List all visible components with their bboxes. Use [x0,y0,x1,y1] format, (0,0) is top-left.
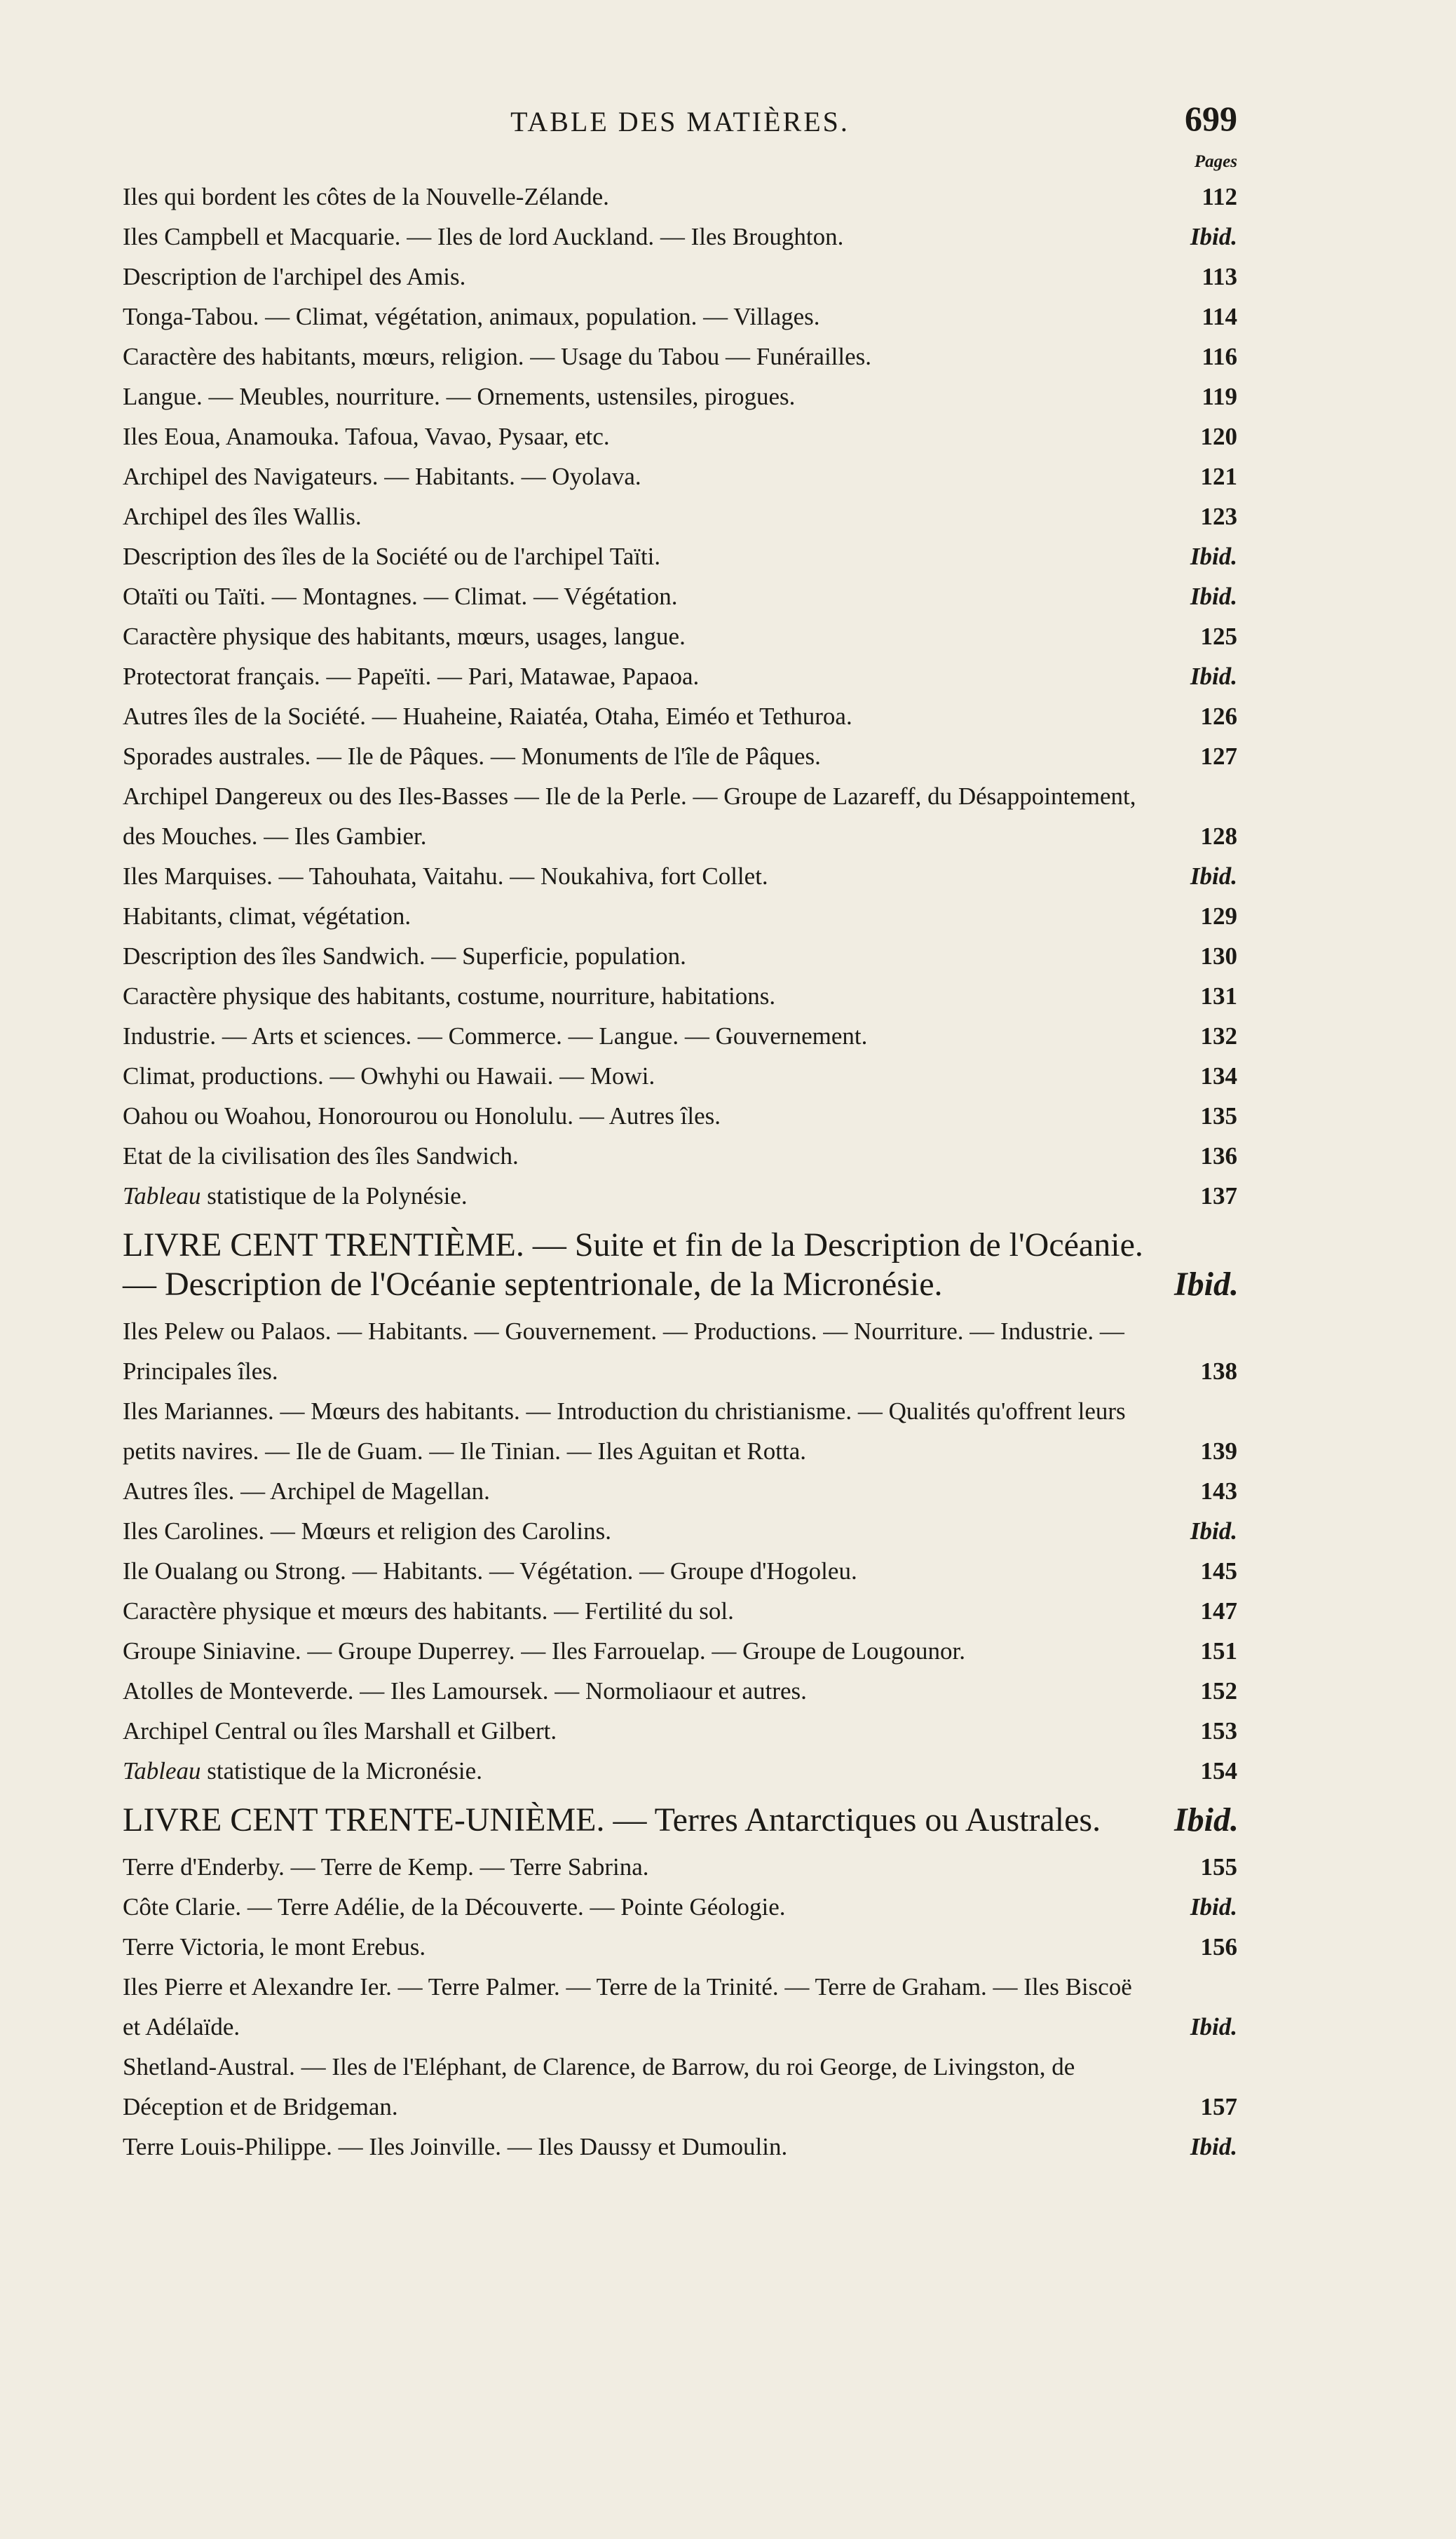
toc-entry-body: Atolles de Monteverde. — Iles Lamoursek. — Normoliaour et autres. [123,1677,807,1705]
toc-entry-body: Protectorat français. — Papeïti. — Pari, Matawae, Papaoa. [123,663,700,690]
toc-entry-page: 138 [1200,1357,1237,1385]
toc-entry-body: Etat de la civilisation des îles Sandwich. [123,1142,519,1170]
toc-entry-page: Ibid. [1190,663,1237,690]
toc-entry-page: 143 [1200,1477,1237,1505]
book-heading-text [123,1801,1174,1840]
toc-entry [123,1056,1237,1096]
toc-entry [123,1671,1237,1711]
running-title: TABLE DES MATIÈRES. [510,106,850,137]
toc-entry-page: 128 [1200,822,1237,850]
toc-entry-page: 156 [1200,1933,1237,1961]
toc-entry-emphasis: Tableau [123,1757,201,1785]
toc-entry-text [123,217,1174,257]
toc-entry-page: 121 [1200,463,1237,490]
toc-entry-body: Sporades australes. — Ile de Pâques. — Monuments de l'île de Pâques. [123,743,821,770]
toc-entry-text [123,1847,1174,1887]
toc-entry-text [123,496,1174,536]
toc-entry [123,496,1237,536]
toc-entry-body: Côte Clarie. — Terre Adélie, de la Découverte. — Pointe Géologie. [123,1893,786,1921]
toc-entry [123,1967,1237,2047]
toc-entry-text [123,1591,1174,1631]
toc-entry-body: Iles Campbell et Macquarie. — Iles de lord Auckland. — Iles Broughton. [123,223,844,250]
toc-entry-text [123,417,1174,456]
toc-entry-text [123,177,1174,217]
toc-entry-text [123,536,1174,576]
toc-entry-text [123,1631,1174,1671]
toc-entry-text [123,1967,1174,2047]
toc-entry-page: Ibid. [1190,862,1237,890]
toc-entry-text [123,1096,1174,1136]
toc-entry [123,377,1237,417]
toc-entry-page: 123 [1200,503,1237,530]
toc-entry [123,1096,1237,1136]
toc-entry [123,536,1237,576]
toc-entry [123,337,1237,377]
toc-entry-page: 136 [1200,1142,1237,1170]
toc-entry-page: Ibid. [1190,2133,1237,2160]
toc-entry-page: 152 [1200,1677,1237,1705]
toc-entry-text [123,1176,1174,1216]
toc-entry [123,417,1237,456]
toc-entry-page: 125 [1200,623,1237,650]
toc-entry-body: Archipel des îles Wallis. [123,503,362,530]
toc-entry [123,1847,1237,1887]
toc-entry [123,1311,1237,1391]
book-heading-entry [123,1801,1237,1840]
toc-entry-body: Archipel Central ou îles Marshall et Gilbert. [123,1717,557,1745]
toc-entry [123,1391,1237,1471]
toc-entry [123,1751,1237,1791]
toc-entry-body: LIVRE CENT TRENTE-UNIÈME. — Terres Antarctiques ou Australes. [123,1801,1101,1839]
toc-entry-body: Otaïti ou Taïti. — Montagnes. — Climat. — Végétation. [123,583,678,610]
toc-list [123,177,1237,2167]
toc-entry-page: 112 [1202,183,1237,210]
page-number: 699 [1185,99,1237,138]
toc-entry-page: 147 [1200,1597,1237,1625]
toc-entry [123,297,1237,337]
toc-entry [123,1136,1237,1176]
toc-entry-text [123,377,1174,417]
toc-entry-text [123,776,1174,856]
toc-entry [123,1471,1237,1511]
toc-entry-text [123,1511,1174,1551]
toc-entry-body: statistique de la Micronésie. [207,1757,482,1785]
toc-entry-text [123,1016,1174,1056]
toc-entry-page: 120 [1200,423,1237,450]
toc-entry-page: 114 [1202,303,1237,330]
toc-entry-text [123,2047,1174,2127]
toc-entry-page: Ibid. [1190,2013,1237,2040]
book-heading-text [123,1226,1174,1304]
toc-entry [123,217,1237,257]
toc-entry-body: Description des îles Sandwich. — Superficie, population. [123,942,686,970]
toc-entry [123,896,1237,936]
toc-entry-page: Ibid. [1174,1801,1239,1839]
toc-entry-page: Ibid. [1174,1266,1239,1303]
toc-entry-page: 137 [1200,1182,1237,1210]
toc-entry-text [123,456,1174,496]
toc-entry [123,616,1237,656]
toc-entry-body: Autres îles de la Société. — Huaheine, Raiatéa, Otaha, Eiméo et Tethuroa. [123,703,852,730]
toc-entry [123,456,1237,496]
toc-entry [123,656,1237,696]
toc-entry [123,257,1237,297]
toc-entry-page: Ibid. [1190,583,1237,610]
toc-entry-text [123,856,1174,896]
toc-entry-body: Terre Victoria, le mont Erebus. [123,1933,426,1961]
toc-entry-text [123,656,1174,696]
toc-entry-body: Caractère des habitants, mœurs, religion. — Usage du Tabou — Funérailles. [123,343,872,370]
toc-entry-page: 126 [1200,703,1237,730]
toc-entry-text [123,1671,1174,1711]
toc-entry-page: 153 [1200,1717,1237,1745]
toc-entry [123,576,1237,616]
toc-entry-body: Description des îles de la Société ou de l'archipel Taïti. [123,543,661,570]
toc-entry-text [123,1887,1174,1927]
toc-entry-page: 127 [1200,743,1237,770]
toc-entry-text [123,1136,1174,1176]
toc-page [123,98,1237,2510]
toc-entry-body: Iles Pelew ou Palaos. — Habitants. — Gouvernement. — Productions. — Nourriture. — Industrie. — Principales îles. [123,1318,1124,1385]
toc-entry-body: Industrie. — Arts et sciences. — Commerce. — Langue. — Gouvernement. [123,1022,868,1050]
toc-entry-body: Iles Carolines. — Mœurs et religion des Carolins. [123,1517,611,1545]
toc-entry [123,2127,1237,2167]
toc-entry [123,1511,1237,1551]
toc-entry-text [123,1711,1174,1751]
toc-entry [123,1927,1237,1967]
toc-entry-body: Caractère physique et mœurs des habitants. — Fertilité du sol. [123,1597,734,1625]
toc-entry-text [123,1056,1174,1096]
toc-entry-text [123,1927,1174,1967]
toc-entry-text [123,696,1174,736]
toc-entry-body: LIVRE CENT TRENTIÈME. — Suite et fin de la Description de l'Océanie. — Description de l'Océanie septentrionale, de la Micronésie. [123,1226,1143,1303]
toc-entry [123,1591,1237,1631]
toc-entry-text [123,1551,1174,1591]
toc-entry-page: 151 [1200,1637,1237,1665]
toc-entry-text [123,976,1174,1016]
toc-entry [123,1016,1237,1056]
toc-entry [123,736,1237,776]
toc-entry [123,696,1237,736]
toc-entry-text [123,736,1174,776]
toc-entry-text [123,616,1174,656]
toc-entry [123,1711,1237,1751]
toc-entry [123,1631,1237,1671]
toc-entry-page: 119 [1202,383,1237,410]
toc-entry-text [123,337,1174,377]
toc-entry-page: Ibid. [1190,223,1237,250]
toc-entry [123,1176,1237,1216]
toc-entry-text [123,936,1174,976]
book-heading-entry [123,1226,1237,1304]
toc-entry [123,976,1237,1016]
toc-entry-text [123,576,1174,616]
toc-entry-emphasis: Tableau [123,1182,201,1210]
toc-entry-body: Tonga-Tabou. — Climat, végétation, animaux, population. — Villages. [123,303,820,330]
toc-entry-page: 135 [1200,1102,1237,1130]
toc-entry-text [123,1391,1174,1471]
toc-entry-body: Iles Eoua, Anamouka. Tafoua, Vavao, Pysaar, etc. [123,423,610,450]
toc-entry [123,856,1237,896]
toc-entry [123,1551,1237,1591]
toc-entry-body: Archipel des Navigateurs. — Habitants. — Oyolava. [123,463,641,490]
toc-entry-body: Caractère physique des habitants, costume, nourriture, habitations. [123,982,776,1010]
toc-entry-text [123,297,1174,337]
toc-entry-page: 134 [1200,1062,1237,1090]
toc-entry-body: statistique de la Polynésie. [207,1182,468,1210]
page-header [123,98,1237,147]
toc-entry-body: Iles Mariannes. — Mœurs des habitants. — Introduction du christianisme. — Qualités qu'offrent leurs petits navires. — Ile de Guam. — Ile Tinian. — Iles Aguitan et Rotta. [123,1397,1126,1465]
toc-entry-page: 155 [1200,1853,1237,1881]
toc-entry-page: Ibid. [1190,1893,1237,1921]
toc-entry [123,936,1237,976]
toc-entry-text [123,896,1174,936]
toc-entry-text [123,2127,1174,2167]
toc-entry-text [123,1311,1174,1391]
toc-entry-page: 145 [1200,1557,1237,1585]
toc-entry-body: Groupe Siniavine. — Groupe Duperrey. — Iles Farrouelap. — Groupe de Lougounor. [123,1637,966,1665]
toc-entry-text [123,257,1174,297]
toc-entry-body: Oahou ou Woahou, Honorourou ou Honolulu. — Autres îles. [123,1102,721,1130]
toc-entry-body: Terre Louis-Philippe. — Iles Joinville. — Iles Daussy et Dumoulin. [123,2133,788,2160]
toc-entry-page: 132 [1200,1022,1237,1050]
toc-entry-body: Iles Marquises. — Tahouhata, Vaitahu. — Noukahiva, fort Collet. [123,862,768,890]
toc-entry-text [123,1471,1174,1511]
toc-entry-body: Shetland-Austral. — Iles de l'Eléphant, de Clarence, de Barrow, du roi George, de Livingston, de Déception et de Bridgeman. [123,2053,1075,2120]
toc-entry-page: 130 [1200,942,1237,970]
toc-entry-page: 113 [1202,263,1237,290]
toc-entry-page: 157 [1200,2093,1237,2120]
toc-entry-text [123,1751,1174,1791]
toc-entry-page: 129 [1200,902,1237,930]
toc-entry-body: Description de l'archipel des Amis. [123,263,466,290]
toc-entry-body: Climat, productions. — Owhyhi ou Hawaii. — Mowi. [123,1062,655,1090]
pages-column-label: Pages [1194,152,1237,171]
toc-entry-page: 131 [1200,982,1237,1010]
toc-entry [123,776,1237,856]
toc-entry-body: Iles Pierre et Alexandre Ier. — Terre Palmer. — Terre de la Trinité. — Terre de Graham. — Iles Biscoë et Adélaïde. [123,1973,1132,2040]
toc-entry-body: Habitants, climat, végétation. [123,902,411,930]
toc-entry [123,177,1237,217]
toc-entry [123,1887,1237,1927]
toc-entry-page: 139 [1200,1437,1237,1465]
toc-entry [123,2047,1237,2127]
toc-entry-body: Iles qui bordent les côtes de la Nouvelle-Zélande. [123,183,609,210]
toc-entry-body: Caractère physique des habitants, mœurs, usages, langue. [123,623,686,650]
toc-entry-body: Archipel Dangereux ou des Iles-Basses — Ile de la Perle. — Groupe de Lazareff, du Désappointement, des Mouches. — Iles Gambier. [123,783,1136,850]
toc-entry-body: Terre d'Enderby. — Terre de Kemp. — Terre Sabrina. [123,1853,649,1881]
toc-entry-page: 116 [1202,343,1237,370]
toc-entry-body: Autres îles. — Archipel de Magellan. [123,1477,490,1505]
toc-entry-body: Langue. — Meubles, nourriture. — Ornements, ustensiles, pirogues. [123,383,796,410]
toc-entry-page: Ibid. [1190,1517,1237,1545]
toc-entry-page: 154 [1200,1757,1237,1785]
toc-entry-body: Ile Oualang ou Strong. — Habitants. — Végétation. — Groupe d'Hogoleu. [123,1557,857,1585]
toc-entry-page: Ibid. [1190,543,1237,570]
